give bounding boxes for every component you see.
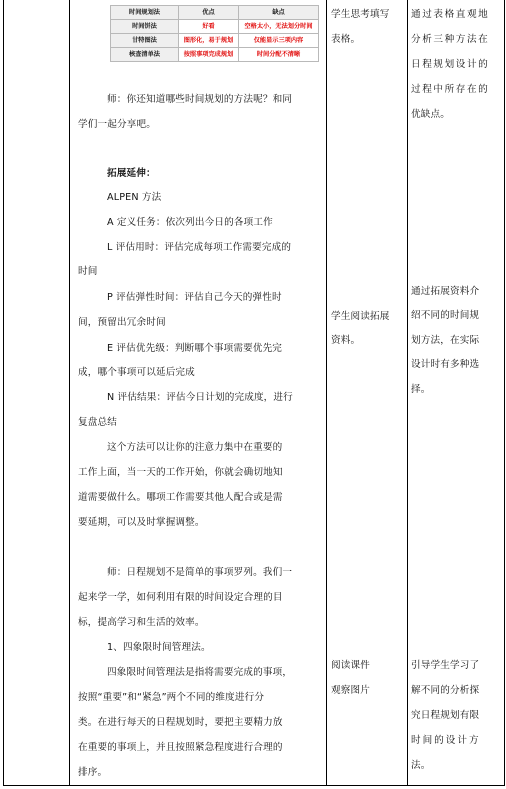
advantage-cell: 图形化，易于规划 (179, 34, 239, 48)
teacher-intro-line: 师：日程规划不是简单的事项罗列。我们一 (107, 567, 293, 578)
method-paragraph-line: 要延期，可以及时掌握调整。 (78, 517, 205, 528)
col-border-4 (504, 0, 505, 786)
design-purpose-line: 优缺点。 (411, 109, 450, 120)
design-purpose-line: 划方法，在实际 (411, 335, 480, 346)
design-purpose-line: 通过拓展资料介 (411, 286, 480, 297)
method-name: ALPEN 方法 (107, 192, 162, 203)
table-header-row (111, 6, 319, 20)
quadrant-paragraph-line: 在重要的事项上，并且按照紧急程度进行合理的 (78, 742, 283, 753)
disadvantage-cell: 空格太小，无法划分时间 (239, 20, 319, 34)
table-row (111, 48, 319, 62)
student-activity-line: 学生阅读拓展 (331, 311, 390, 322)
design-purpose-line: 法。 (411, 760, 431, 771)
design-purpose-line: 引导学生学习了 (411, 660, 480, 671)
quadrant-paragraph-line: 类。在进行每天的日程规划时，要把主要精力放 (78, 717, 283, 728)
design-purpose-line: 究日程规划有限 (411, 710, 480, 721)
alpen-item-a: A 定义任务：依次列出今日的各项工作 (107, 217, 273, 228)
extension-title: 拓展延伸： (107, 168, 156, 179)
teacher-intro-line: 起来学一学，如何利用有限的时间设定合理的目 (78, 592, 283, 603)
section-heading: 1、四象限时间管理法。 (107, 642, 211, 653)
student-activity-line: 表格。 (331, 34, 361, 45)
method-cell: 核查清单法 (111, 48, 179, 62)
design-purpose-line: 日程规划设计的 (411, 59, 490, 70)
design-purpose-line: 择。 (411, 384, 431, 395)
teacher-intro-line: 标，提高学习和生活的效率。 (78, 617, 205, 628)
quadrant-paragraph-line: 排序。 (78, 767, 108, 778)
alpen-item-l: L 评估用时：评估完成每项工作需要完成的 (107, 242, 292, 253)
alpen-item-e-cont: 成，哪个事项可以延后完成 (78, 367, 195, 378)
method-cell: 甘特图法 (111, 34, 179, 48)
bottom-border (3, 785, 505, 786)
header-cell: 时间规划法 (111, 6, 179, 20)
quadrant-paragraph-line: 按照“重要”和“紧急”两个不同的维度进行分 (78, 692, 265, 703)
advantage-cell: 好看 (179, 20, 239, 34)
advantage-cell: 按照事项完成规划 (179, 48, 239, 62)
alpen-item-l-cont: 时间 (78, 266, 98, 277)
alpen-item-n-cont: 复盘总结 (78, 417, 117, 428)
design-purpose-line: 设计时有多种选 (411, 359, 480, 370)
teacher-question-line: 学们一起分享吧。 (78, 119, 156, 130)
student-activity-line: 学生思考填写 (331, 9, 390, 20)
design-purpose-line: 过程中所存在的 (411, 84, 490, 95)
method-paragraph-line: 工作上面，当一天的工作开始，你就会确切地知 (78, 467, 283, 478)
alpen-item-p: P 评估弹性时间：评估自己今天的弹性时 (107, 292, 282, 303)
teacher-question-line: 师：你还知道哪些时间规划的方法呢？和同 (107, 94, 293, 105)
student-activity-line: 资料。 (331, 335, 361, 346)
disadvantage-cell: 时间分配不清晰 (239, 48, 319, 62)
col-border-0 (3, 0, 4, 786)
alpen-item-p-cont: 间，预留出冗余时间 (78, 317, 166, 328)
header-cell: 优点 (179, 6, 239, 20)
design-purpose-line: 绍不同的时间规 (411, 310, 480, 321)
table-row (111, 20, 319, 34)
disadvantage-cell: 仅能显示三项内容 (239, 34, 319, 48)
student-activity-line: 观察图片 (331, 685, 370, 696)
method-paragraph-line: 这个方法可以让你的注意力集中在重要的 (107, 442, 283, 453)
header-cell: 缺点 (239, 6, 319, 20)
col-border-2 (326, 0, 327, 786)
table-row (111, 34, 319, 48)
col-border-1 (69, 0, 70, 786)
design-purpose-line: 分析三种方法在 (411, 34, 490, 45)
method-comparison-table (110, 5, 319, 62)
quadrant-paragraph-line: 四象限时间管理法是指将需要完成的事项， (107, 667, 293, 678)
alpen-item-e: E 评估优先级：判断哪个事项需要优先完 (107, 343, 283, 354)
design-purpose-line: 解不同的分析探 (411, 685, 480, 696)
design-purpose-line: 时间的设计方 (411, 735, 481, 746)
col-border-3 (407, 0, 408, 786)
student-activity-line: 阅读课件 (331, 660, 370, 671)
design-purpose-line: 通过表格直观地 (411, 9, 490, 20)
method-cell: 时间饼法 (111, 20, 179, 34)
method-paragraph-line: 道需要做什么。哪项工作需要其他人配合或是需 (78, 492, 283, 503)
alpen-item-n: N 评估结果：评估今日计划的完成度，进行 (107, 392, 293, 403)
